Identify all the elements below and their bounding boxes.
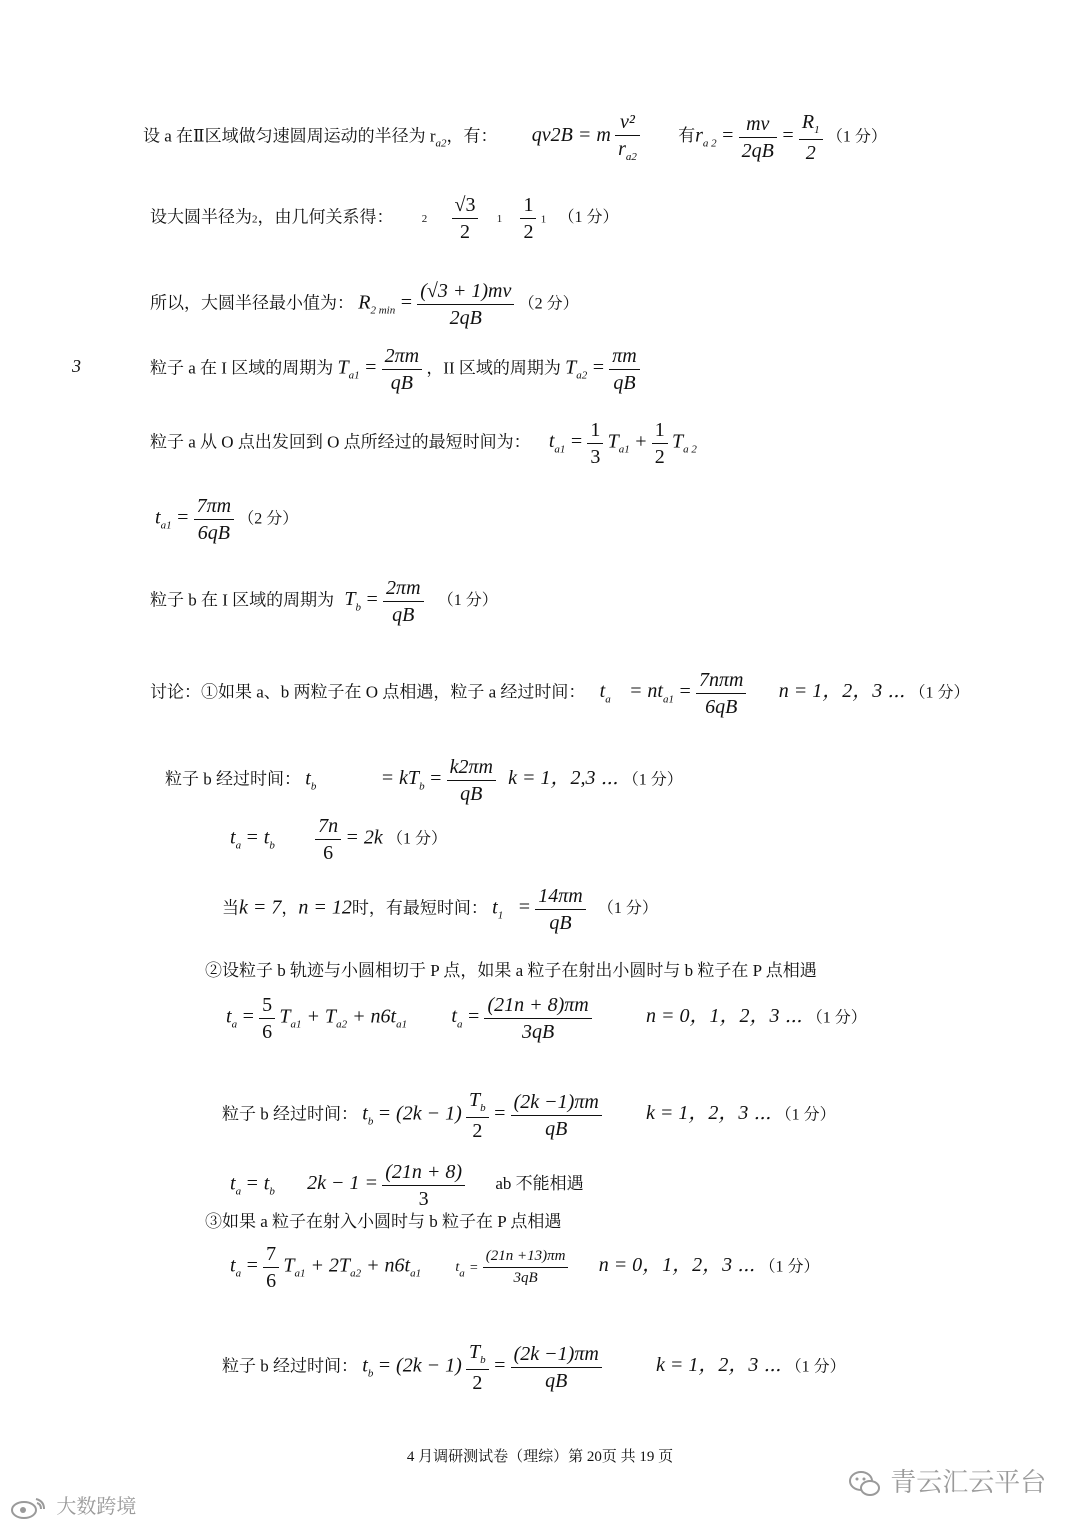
- solution-line-16: ③如果 a 粒子在射入小圆时与 b 粒子在 P 点相遇: [205, 1212, 562, 1231]
- fraction: $\frac{1}{2}$: [520, 195, 536, 242]
- solution-line-15: $t_a = t_b$ 2k − 1 = $\frac{(21n + 8)}{3}$ ab 不能相遇: [230, 1161, 584, 1210]
- fraction: $\frac{5}{6}$: [259, 995, 275, 1042]
- equation: qv2B = m: [531, 124, 611, 147]
- solution-line-9: 粒子 b 经过时间： $t_b = kT_b$ = $\frac{k2\pi m}{qB}$ k = 1，2,3 ⋯ （1 分）: [165, 756, 683, 805]
- fraction: $\frac{T_b}{2}$: [466, 1342, 489, 1393]
- fraction: $\frac{(2k -1)\pi m}{qB}$: [511, 1344, 602, 1391]
- fraction: $\frac{T_b}{2}$: [466, 1090, 489, 1141]
- fraction: $\frac{1}{2}$: [652, 420, 668, 467]
- solution-line-6: $t_{a1}$ = $\frac{7\pi m}{6qB}$ （2 分）: [155, 495, 299, 544]
- score: （1 分）: [759, 1258, 820, 1276]
- fraction: $\frac{\text{7nπm}}{6qB}$: [696, 670, 746, 717]
- fraction: $\frac{k2\pi m}{qB}$: [447, 757, 496, 804]
- solution-line-11: 当k = 7，n = 12时，有最短时间： $t_1$ = $\frac{14\pi m}{qB}$ （1 分）: [222, 885, 658, 934]
- fraction: $\frac{1}{3}$: [587, 420, 603, 467]
- fraction: $\frac{2\pi m}{qB}$: [382, 346, 422, 393]
- score: （1 分）: [909, 684, 970, 702]
- watermark-right: 青云汇云平台: [848, 1462, 1046, 1499]
- fraction: $\frac{\pi m}{qB}$: [609, 346, 639, 393]
- score: （2 分）: [238, 510, 299, 528]
- page-footer: 4 月调研测试卷（理综）第 20页 共 19 页: [406, 1449, 674, 1465]
- solution-line-3: 所以，大圆半径最小值为： $R_{2 min}$ = $\frac{(√3 + 1)mv}{2qB}$ （2 分）: [150, 280, 579, 329]
- fraction: $\frac{√3}{2}$: [452, 195, 479, 242]
- fraction: $\frac{2\pi m}{qB}$: [383, 578, 423, 625]
- solution-line-18: 粒子 b 经过时间： $t_b = (2k - 1)$ $\frac{T_b}{2}$ = $\frac{(2k -1)\pi m}{qB}$ k = 1，2，3 ⋯ （1 分）: [222, 1341, 846, 1394]
- solution-line-14: 粒子 b 经过时间： $t_b = (2k - 1)$ $\frac{T_b}{2}$ = $\frac{(2k -1)\pi m}{qB}$ k = 1，2，3 ⋯ （1 分）: [222, 1089, 836, 1142]
- score: （1 分）: [387, 830, 448, 848]
- solution-line-7: 粒子 b 在 I 区域的周期为 $T_b$ = $\frac{2\pi m}{qB}$ （1 分）: [150, 577, 498, 626]
- solution-line-2: 设大圆半径为2，由几何关系得： 2 $\frac{√3}{2}$ 1 $\frac{1}{2}$ 1 （1 分）: [150, 194, 619, 243]
- watermark-left: 大数跨境: [10, 1490, 136, 1521]
- score: （1 分）: [775, 1106, 836, 1124]
- fraction: $\frac{14\pi m}{qB}$: [535, 886, 585, 933]
- score: （1 分）: [806, 1009, 867, 1027]
- solution-line-5: 粒子 a 从 O 点出发回到 O 点所经过的最短时间为： $t_{a1}$ = $\frac{1}{3}$ $T_{a1}$ + $\frac{1}{2}$ $T_{a 2}$: [150, 419, 697, 468]
- score: （1 分）: [558, 209, 619, 227]
- fraction: $\frac{mv}{2qB}$: [739, 114, 777, 161]
- score: （1 分）: [826, 128, 887, 146]
- solution-line-13: $t_a$ = $\frac{5}{6}$ $T_{a1} + T_{a2} + n6t_{a1}$ $t_a$ = $\frac{(21n + 8)\pi m}{3qB}$ n = 0，1，2，3 ⋯ （1 分）: [226, 994, 867, 1043]
- score: （1 分）: [437, 592, 498, 610]
- question-number: 3: [72, 356, 81, 376]
- score: （1 分）: [622, 771, 683, 789]
- solution-line-1: 设 a 在Ⅱ区域做匀速圆周运动的半径为 $r_{a2}$，有： qv2B = m $\frac{\text{v²}}{r_{a2}}$ 有$r_{a 2}$ = $\frac{mv}{2qB}$ = $\frac{R_1}{2}$ （1 分）: [143, 111, 887, 164]
- fraction: $\frac{(2k -1)\pi m}{qB}$: [511, 1092, 602, 1139]
- fraction: $\frac{(21n +13)\pi m}{3qB}$: [483, 1249, 569, 1286]
- wechat-logo-icon: [848, 1469, 882, 1499]
- score: （1 分）: [597, 900, 658, 918]
- fraction: $\frac{\text{v²}}{r_{a2}}$: [615, 112, 640, 163]
- fraction: $\frac{7}{6}$: [263, 1244, 279, 1291]
- solution-line-12: ②设粒子 b 轨迹与小圆相切于 P 点，如果 a 粒子在射出小圆时与 b 粒子在 P 点相遇: [205, 961, 817, 980]
- solution-line-8: 讨论：①如果 a、b 两粒子在 O 点相遇，粒子 a 经过时间： $t_a = nt_{a1}$ = $\frac{\text{7nπm}}{6qB}$ n = 1，2，3 ⋯ （1 分）: [150, 669, 970, 718]
- fraction: $\frac{(√3 + 1)mv}{2qB}$: [417, 281, 514, 328]
- fraction: $\frac{7n}{6}$: [315, 816, 341, 863]
- solution-line-4: 粒子 a 在 I 区域的周期为 $T_{a1}$ = $\frac{2\pi m}{qB}$ ，II 区域的周期为 $T_{a2}$ = $\frac{\pi m}{qB}$: [150, 346, 640, 393]
- fraction: $\frac{(21n + 8)}{3}$: [382, 1162, 465, 1209]
- fraction: $\frac{R_1}{2}$: [799, 112, 823, 163]
- fraction: $\frac{(21n + 8)\pi m}{3qB}$: [484, 995, 591, 1042]
- score: （2 分）: [518, 295, 579, 313]
- solution-line-10: $t_a = t_b$ $\frac{7n}{6}$ = 2k （1 分）: [230, 815, 448, 864]
- weibo-logo-icon: [10, 1495, 50, 1521]
- fraction: $\frac{7\pi m}{6qB}$: [194, 496, 234, 543]
- solution-line-17: $t_a$ = $\frac{7}{6}$ $T_{a1} + 2T_{a2} + n6t_{a1}$ $t_a$ = $\frac{(21n +13)\pi m}{3qB}$ n = 0，1，2，3 ⋯ （1 分）: [230, 1243, 820, 1292]
- score: （1 分）: [785, 1358, 846, 1376]
